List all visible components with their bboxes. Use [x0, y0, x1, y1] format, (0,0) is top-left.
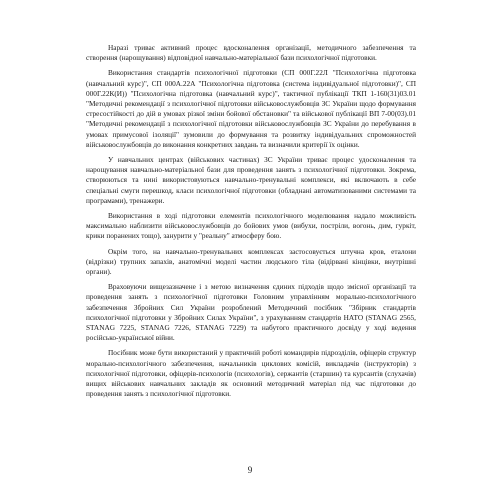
paragraph: Використання стандартів психологічної підготовки (СП 000Г.22Л "Психологічна підготовка (навчальний курс)", СП 000А.22А "Психологічна підготовка (система індивідуальної підготовки)", СП 000Г.22К(И)) "Психологічна підготовка (навчальний курс)", тактичної публікації ТКП 1-160(31)03.01 "Методичні рекомендації з психологічної підготовки військовослужбовців ЗС України щодо формування стресостійкості до дій в умовах різкої зміни бойової обстановки" та військової публікації ВП 7-00(03).01 "Методичні рекомендації з психологічної підготовки військовослужбовців ЗС України до перебування в умовах примусової ізоляції" зумовили до формування та розвитку індивідуальних спроможностей військовослужбовців до виконання конкретних завдань та визначили критерії їх оцінки. [86, 68, 416, 149]
paragraph: Окрім того, на навчально-тренувальних комплексах застосовується штучна кров, еталони (відрізки) трупних запахів, анатомічні моделі частин людського тіла (відірвані кінцівки, внутрішні органи). [86, 246, 416, 277]
paragraph: У навчальних центрах (військових частинах) ЗС України триває процес удосконалення та нарощування навчально-матеріальної бази для проведення занять з психологічної підготовки. Зокрема, створюються та нині використовуються навчально-тренувальні комплекси, які включають в себе спеціальні смуги перешкод, класи психологічної підготовки (обладнані автоматизованими системами та програмами), тренажери. [86, 155, 416, 205]
body-text [86, 43, 416, 400]
paragraph: Використання в ході підготовки елементів психологічного моделювання надало можливість максимально наблизити військовослужбовців до бойових умов (вибухи, постріли, вогонь, дим, гуркіт, крики поранених тощо), занурити у "реальну" атмосферу бою. [86, 211, 416, 241]
page-number: 9 [247, 465, 253, 475]
paragraph: Враховуючи вищезазначене і з метою визначення єдиних підходів щодо змісної організації та проведення занять з психологічної підготовки Головним управлінням морально-психологічного забезпечення Збройних Сил України розроблений Методичний посібник "Збірник стандартів психологічної підготовки у Збройних Силах України", з урахуванням стандартів НАТО (STANAG 2565, STANAG 7225, STANAG 7226, STANAG 7229) та набутого практичного досвіду у ході ведення російсько-української війни. [86, 282, 416, 343]
paragraph: Посібник може бути використаний у практичній роботі командирів підрозділів, офіцерів структур морально-психологічного забезпечення, начальників циклових комісій, викладачів (інструкторів) з психологічної підготовки, офіцерів-психологів (психологів), сержантів (старшин) та курсантів (слухачів) вищих військових навчальних закладів як основний методичний матеріал під час підготовки до проведення занять з психологічної підготовки. [86, 348, 416, 399]
paragraph: Наразі триває активний процес вдосконалення організації, методичного забезпечення та створення (нарощування) відповідної навчально-матеріальної бази психологічної підготовки. [86, 43, 416, 63]
